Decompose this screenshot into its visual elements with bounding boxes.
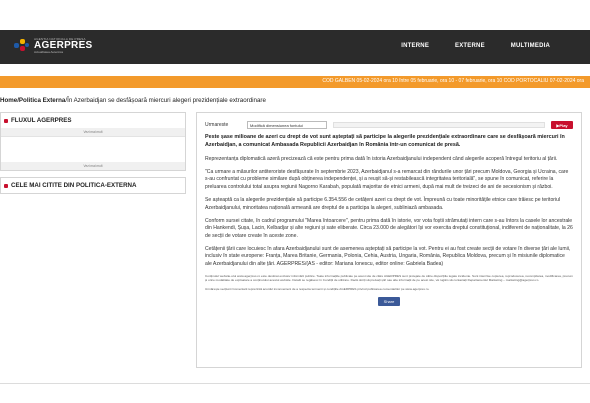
most-read-box bbox=[0, 177, 186, 194]
breadcrumb-home[interactable]: Home bbox=[0, 97, 18, 104]
feed-more-link[interactable]: Vezi mai mult bbox=[1, 128, 185, 136]
article-paragraph: Conform sursei citate, în cadrul programului "Marea întoarcere", pentru prima dată în istorie, vor vota foștii strămutați intern care s-au întors la casele lor ancestrale din Hankendi, Șușa, Lacin, Kelbadjar și alte regiuni și sate eliberate. Circa 23.000 de alegători își vor exercita dreptul constituțional, indiferent de naționalitate, la 26 de secții de votare create în aceste zone. bbox=[205, 217, 573, 239]
ticker-text: COD GALBEN 05-02-2024 ora 10 între 05 februarie, ora 10 - 07 februarie, ora 10 COD PORTOCALIU 07-02-2024 ora bbox=[322, 78, 584, 84]
logo-mark-icon bbox=[12, 37, 30, 55]
logo-wordmark: AGERPRES bbox=[34, 40, 93, 51]
feed-more-link-bottom[interactable]: Vezi mai mult bbox=[1, 162, 185, 170]
top-navigation-bar bbox=[0, 30, 590, 64]
breadcrumb-current: În Azerbaidjan se desfășoară miercuri alegeri prezidențiale extraordinare bbox=[67, 97, 266, 104]
play-button[interactable] bbox=[551, 121, 573, 129]
logo-tagline-bottom: ActualItatea Autentica bbox=[34, 50, 64, 54]
nav-link-externe[interactable]: EXTERNE bbox=[455, 43, 485, 49]
most-read-title: CELE MAI CITITE DIN POLITICA-EXTERNA bbox=[11, 182, 137, 189]
footer-divider bbox=[0, 383, 590, 384]
article-paragraph: Se așteaptă ca la alegerile prezidențiale să participe 6.354.556 de cetățeni azeri cu drept de vot. Împreună cu toate minoritățile etnice care trăiesc pe teritoriul Azerbaidjanului, minoritatea națională armeană are dreptul de a participa la alegeri, subliniază ambasada. bbox=[205, 197, 561, 211]
most-read-heading bbox=[1, 178, 185, 193]
sidebar bbox=[0, 112, 186, 200]
breadcrumb-section[interactable]: /Politica Externa bbox=[17, 97, 66, 104]
bullet-icon bbox=[4, 184, 8, 188]
audio-progress-bar[interactable] bbox=[333, 122, 545, 128]
article-paragraph: Reprezentanța diplomatică azeră precizează că este pentru prima dată în istoria Azerbaidjanului independent când alegerile acoperă întregul teritoriu al țării. bbox=[205, 155, 558, 162]
comments-disclaimer: Urmărește secțiunii Comentarii reprezintă acordul inconvenient de a respecta termenii și condițiile AGERPRES privind publicarea comentariilor pe www.agerpres.ro. bbox=[205, 286, 430, 291]
agerpres-logo[interactable] bbox=[12, 37, 93, 55]
main-nav bbox=[401, 43, 550, 49]
article-paragraph: "Ca urmare a măsurilor antiteroriste desfășurate în septembrie 2023, Azerbaidjanul s-a remarcat din rândurile unor țări precum Moldova, Georgia și Ucraina, care s-au confruntat cu probleme similare după obținerea independenței, și a reușit să-și restabilească integritatea teritorială", se spune în comunicat, referire la preluarea controlului total asupra regiunii Nagorno Karabah, populată majoritar de etnici armeni, după mai mult de treizeci de ani de secesionism și război. bbox=[205, 169, 569, 190]
logo-tagline-top: AGENTIA NATIONALA DE PRESA bbox=[34, 37, 86, 41]
feed-box bbox=[0, 112, 186, 171]
bullet-icon bbox=[4, 119, 8, 123]
tts-label: Urmareste bbox=[205, 122, 229, 128]
nav-link-multimedia[interactable]: MULTIMEDIA bbox=[510, 43, 550, 49]
copyright-disclaimer: Conținutul website-ului www.agerpres.ro este destinat exclusiv informării publice. Toate informațiile publicate pe acest site de către AGERPRES sunt protejate de către dispozițiile legale incidente. Sunt interzise copierea, reproducerea, recompilarea, modificarea, precum și orice modalitate de exploatare a conținutului acestui website. Detalii se regăsesc în Condiții de utilizare. Dacă doriți să preluați știri sau alte informații de pe acest site, vă rugăm să contactați Departamentul Marketing – marketing@agerpres.ro. bbox=[205, 274, 573, 283]
weather-alert-ticker[interactable] bbox=[0, 76, 590, 88]
play-icon: ▶ bbox=[556, 122, 560, 128]
font-size-select[interactable]: Modifică dimensiunea fontului bbox=[247, 121, 327, 129]
breadcrumb bbox=[0, 97, 266, 104]
text-to-speech-bar bbox=[205, 121, 573, 129]
breadcrumb-separator: / bbox=[65, 97, 68, 104]
nav-link-interne[interactable]: INTERNE bbox=[401, 43, 430, 49]
article-panel bbox=[196, 112, 582, 368]
feed-heading bbox=[1, 113, 185, 128]
article-lead: Peste șase milioane de azeri cu drept de vot sunt așteptați să participe la alegerile prezidențiale extraordinare care se desfășoară miercuri în Azerbaidjan, a comunicat Ambasada Republicii Azerbaidjan în România într-un comunicat de presă. bbox=[205, 134, 565, 148]
play-label: Play bbox=[559, 122, 568, 128]
feed-title: FLUXUL AGERPRES bbox=[11, 117, 72, 124]
article-paragraph: Cetățenii țării care locuiesc în afara Azerbaidjanului sunt de asemenea așteptați să participe la vot. Pentru ei au fost create secții de votare în diverse țări ale lumii, inclusiv în state europene: Franța, Marea Britanie, Germania, Polonia, Cehia, Austria, Ungaria, România, Republica Moldova, precum și în misiunile diplomatice ale Azerbaidjanului din alte țări. AGERPRES/(AS - editor: Mariana Ionescu, editor online: Gabriela Badea) bbox=[205, 246, 571, 267]
share-button[interactable]: Share bbox=[378, 297, 400, 306]
feed-list bbox=[1, 136, 185, 162]
